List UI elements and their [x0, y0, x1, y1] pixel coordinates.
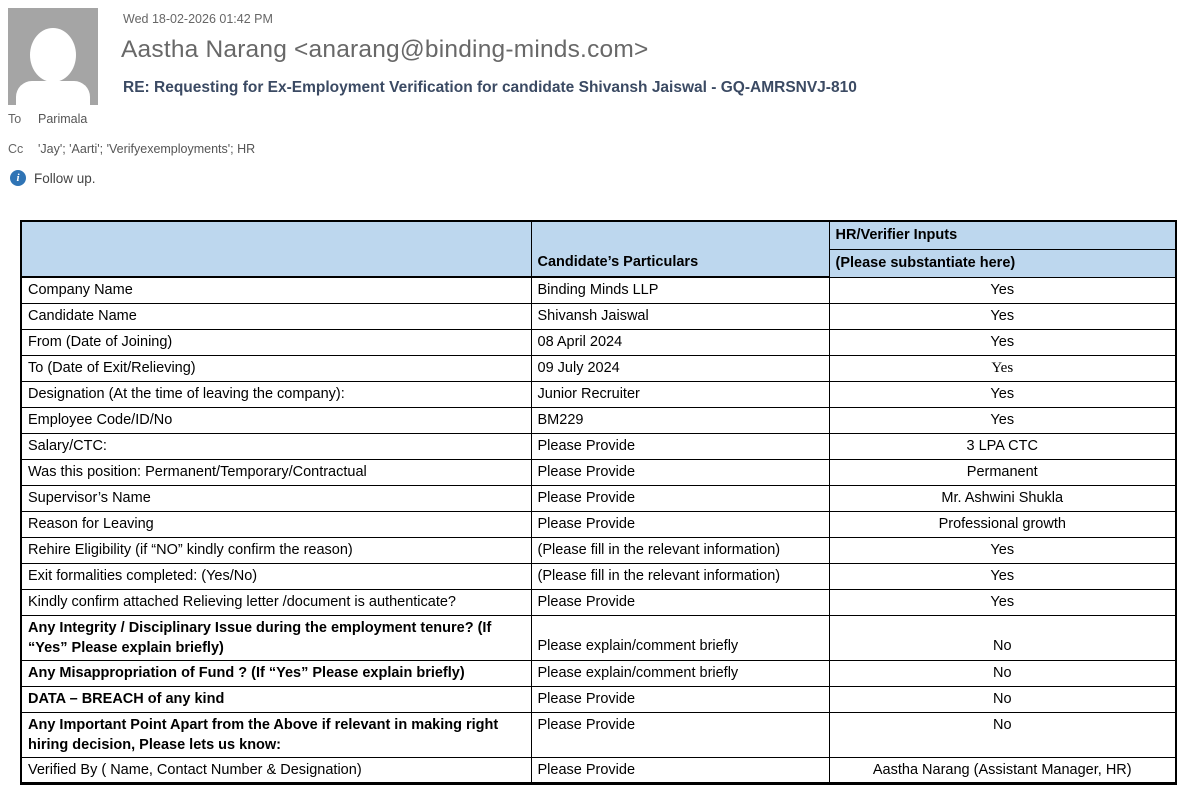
row-candidate-particulars: Please explain/comment briefly: [531, 615, 829, 660]
table-row: [21, 757, 1176, 783]
row-label: Employee Code/ID/No: [21, 407, 531, 433]
row-candidate-particulars: (Please fill in the relevant information): [531, 537, 829, 563]
row-candidate-particulars: Shivansh Jaiswal: [531, 303, 829, 329]
row-candidate-particulars: 08 April 2024: [531, 329, 829, 355]
header-please-substantiate: (Please substantiate here): [829, 249, 1176, 277]
table-row: [21, 485, 1176, 511]
row-candidate-particulars: Please explain/comment briefly: [531, 660, 829, 686]
table-row: [21, 537, 1176, 563]
table-row: [21, 407, 1176, 433]
cc-recipients[interactable]: 'Jay'; 'Aarti'; 'Verifyexemployments'; HR: [38, 142, 256, 156]
row-label: Reason for Leaving: [21, 511, 531, 537]
row-candidate-particulars: 09 July 2024: [531, 355, 829, 381]
row-candidate-particulars: (Please fill in the relevant information): [531, 563, 829, 589]
to-label: To: [8, 112, 22, 126]
row-label: Was this position: Permanent/Temporary/Contractual: [21, 459, 531, 485]
row-candidate-particulars: Please Provide: [531, 433, 829, 459]
row-hr-verifier-input: Yes: [829, 381, 1176, 407]
table-row: [21, 511, 1176, 537]
sender-address[interactable]: Aastha Narang <anarang@binding-minds.com>: [121, 36, 649, 63]
row-candidate-particulars: Binding Minds LLP: [531, 277, 829, 303]
row-hr-verifier-input: Mr. Ashwini Shukla: [829, 485, 1176, 511]
row-hr-verifier-input: Yes: [829, 407, 1176, 433]
row-label: Designation (At the time of leaving the company):: [21, 381, 531, 407]
row-hr-verifier-input: Yes: [829, 303, 1176, 329]
row-candidate-particulars: Please Provide: [531, 712, 829, 757]
row-candidate-particulars: BM229: [531, 407, 829, 433]
row-hr-verifier-input: No: [829, 615, 1176, 660]
row-label: Verified By ( Name, Contact Number & Designation): [21, 757, 531, 783]
row-label: Candidate Name: [21, 303, 531, 329]
verification-table: [20, 220, 1177, 785]
table-header-row: [21, 221, 1176, 249]
header-candidates-particulars: Candidate’s Particulars: [531, 221, 829, 277]
row-label: Kindly confirm attached Relieving letter /document is authenticate?: [21, 589, 531, 615]
row-hr-verifier-input: Permanent: [829, 459, 1176, 485]
followup-text: Follow up.: [34, 170, 96, 186]
followup-banner: [10, 170, 96, 186]
table-row: [21, 712, 1176, 757]
row-hr-verifier-input: Yes: [829, 563, 1176, 589]
cc-label: Cc: [8, 142, 24, 156]
row-candidate-particulars: Please Provide: [531, 589, 829, 615]
row-candidate-particulars: Please Provide: [531, 485, 829, 511]
row-label: To (Date of Exit/Relieving): [21, 355, 531, 381]
table-row: [21, 381, 1176, 407]
sender-avatar: [8, 8, 98, 105]
table-row: [21, 686, 1176, 712]
message-timestamp: Wed 18-02-2026 01:42 PM: [123, 12, 273, 26]
row-label: Supervisor’s Name: [21, 485, 531, 511]
row-hr-verifier-input: Yes: [829, 277, 1176, 303]
row-hr-verifier-input: Yes: [829, 355, 1176, 381]
row-candidate-particulars: Please Provide: [531, 757, 829, 783]
row-candidate-particulars: Please Provide: [531, 459, 829, 485]
message-subject: RE: Requesting for Ex-Employment Verification for candidate Shivansh Jaiswal - GQ-AMRSNVJ-810: [123, 79, 857, 96]
table-row: [21, 589, 1176, 615]
row-label: Salary/CTC:: [21, 433, 531, 459]
header-blank-cell: [21, 221, 531, 277]
header-hr-verifier-inputs: HR/Verifier Inputs: [829, 221, 1176, 249]
row-hr-verifier-input: No: [829, 660, 1176, 686]
to-recipient[interactable]: Parimala: [38, 112, 88, 126]
row-label: Any Important Point Apart from the Above if relevant in making right hiring decision, Please lets us know:: [21, 712, 531, 757]
table-row: [21, 433, 1176, 459]
row-label: Any Misappropriation of Fund ? (If “Yes” Please explain briefly): [21, 660, 531, 686]
verification-table-body: [21, 277, 1176, 783]
table-row: [21, 459, 1176, 485]
row-hr-verifier-input: No: [829, 686, 1176, 712]
row-label: Exit formalities completed: (Yes/No): [21, 563, 531, 589]
row-candidate-particulars: Junior Recruiter: [531, 381, 829, 407]
row-hr-verifier-input: Professional growth: [829, 511, 1176, 537]
row-hr-verifier-input: 3 LPA CTC: [829, 433, 1176, 459]
row-label: Any Integrity / Disciplinary Issue during the employment tenure? (If “Yes” Please explain briefly): [21, 615, 531, 660]
table-row: [21, 615, 1176, 660]
row-label: Company Name: [21, 277, 531, 303]
table-row: [21, 563, 1176, 589]
row-label: DATA – BREACH of any kind: [21, 686, 531, 712]
row-label: From (Date of Joining): [21, 329, 531, 355]
table-row: [21, 329, 1176, 355]
row-hr-verifier-input: No: [829, 712, 1176, 757]
table-row: [21, 277, 1176, 303]
row-hr-verifier-input: Aastha Narang (Assistant Manager, HR): [829, 757, 1176, 783]
row-hr-verifier-input: Yes: [829, 537, 1176, 563]
row-candidate-particulars: Please Provide: [531, 511, 829, 537]
row-hr-verifier-input: Yes: [829, 589, 1176, 615]
row-hr-verifier-input: Yes: [829, 329, 1176, 355]
table-row: [21, 303, 1176, 329]
table-row: [21, 355, 1176, 381]
info-icon: [10, 170, 26, 186]
row-candidate-particulars: Please Provide: [531, 686, 829, 712]
row-label: Rehire Eligibility (if “NO” kindly confirm the reason): [21, 537, 531, 563]
table-row: [21, 660, 1176, 686]
